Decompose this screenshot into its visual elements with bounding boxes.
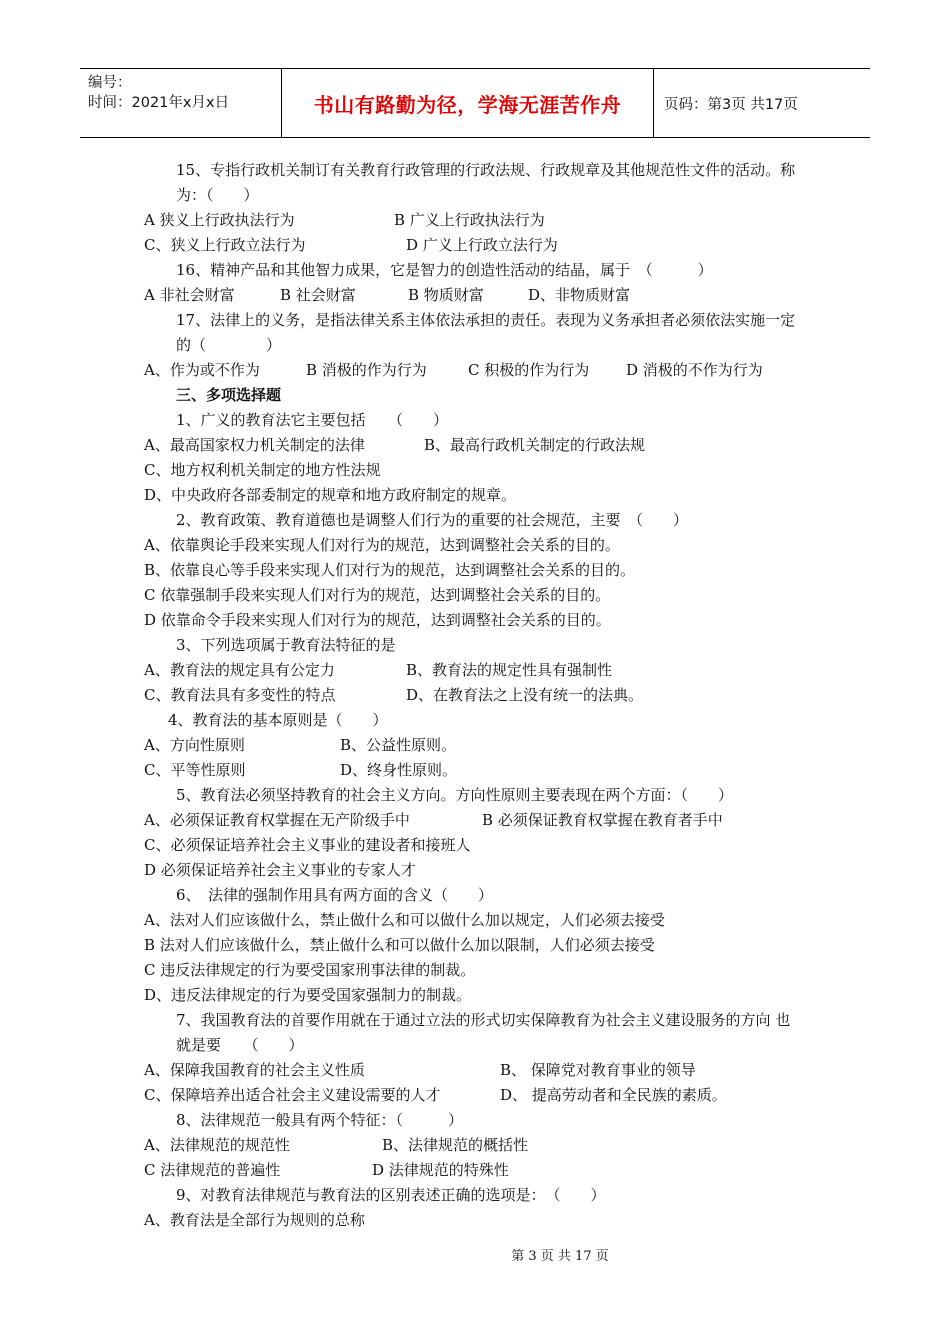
text-line: D 必须保证培养社会主义事业的专家人才 [144, 861, 416, 879]
option-text: D 广义上行政立法行为 [406, 236, 558, 254]
option-text: A、作为或不作为 [144, 361, 260, 379]
option-text: B 消极的作为行为 [306, 361, 427, 379]
text-line: C 违反法律规定的行为要受国家刑事法律的制裁。 [144, 961, 476, 979]
option-text: B、法律规范的概括性 [382, 1136, 529, 1154]
option-text: D、在教育法之上没有统一的法典。 [406, 686, 644, 704]
text-line: 3、下列选项属于教育法特征的是 [176, 636, 396, 654]
option-text: B 社会财富 [280, 286, 356, 304]
text-line: D 依靠命令手段来实现人们对行为的规范，达到调整社会关系的目的。 [144, 611, 611, 629]
option-text: C、平等性原则 [144, 761, 246, 779]
page-footer: 第 3 页 共 17 页 [511, 1249, 609, 1264]
text-line: A、法对人们应该做什么，禁止做什么和可以做什么加以规定，人们必须去接受 [144, 911, 665, 929]
doc-code-label: 编号： [88, 75, 132, 91]
text-line: 15、专指行政机关制订有关教育行政管理的行政法规、行政规章及其他规范性文件的活动。称为：（ ） [176, 161, 796, 204]
text-line: 17、法律上的义务，是指法律关系主体依法承担的责任。表现为义务承担者必须依法实施一定的（ ） [176, 311, 796, 354]
text-line: 16、精神产品和其他智力成果，它是智力的创造性活动的结晶，属于 （ ） [176, 261, 713, 279]
option-text: A、方向性原则 [144, 736, 245, 754]
option-text: A、法律规范的规范性 [144, 1136, 290, 1154]
option-text: C 积极的作为行为 [468, 361, 590, 379]
option-text: D、 提高劳动者和全民族的素质。 [500, 1086, 727, 1104]
text-line: 7、我国教育法的首要作用就在于通过立法的形式切实保障教育为社会主义建设服务的方向 也就是要 （ ） [176, 1011, 791, 1054]
options-line [144, 683, 804, 708]
option-text: C、保障培养出适合社会主义建设需要的人才 [144, 1086, 441, 1104]
header-meta [80, 69, 282, 137]
text-line: 1、广义的教育法它主要包括 （ ） [176, 411, 449, 429]
page-header [80, 68, 870, 138]
options-line [144, 1133, 804, 1158]
options-line [144, 758, 804, 783]
text-line: D、中央政府各部委制定的规章和地方政府制定的规章。 [144, 486, 517, 504]
option-text: D、非物质财富 [528, 286, 631, 304]
option-text: B 广义上行政执法行为 [394, 211, 545, 229]
option-text: D、终身性原则。 [340, 761, 458, 779]
text-line: D、违反法律规定的行为要受国家强制力的制裁。 [144, 986, 472, 1004]
text-line: B、依靠良心等手段来实现人们对行为的规范，达到调整社会关系的目的。 [144, 561, 636, 579]
options-line [144, 283, 804, 308]
option-text: D 消极的不作为行为 [626, 361, 763, 379]
document-body [144, 158, 804, 1233]
options-line [144, 1083, 804, 1108]
text-line: C、必须保证培养社会主义事业的建设者和接班人 [144, 836, 471, 854]
option-text: B 必须保证教育权掌握在教育者手中 [482, 811, 723, 829]
option-text: B 物质财富 [408, 286, 484, 304]
header-page-info: 页码：第3页 共17页 [664, 96, 798, 113]
option-text: B、公益性原则。 [340, 736, 457, 754]
text-line: A、依靠舆论手段来实现人们对行为的规范，达到调整社会关系的目的。 [144, 536, 620, 554]
option-text: A、最高国家权力机关制定的法律 [144, 436, 365, 454]
text-line: 2、教育政策、教育道德也是调整人们行为的重要的社会规范，主要 （ ） [176, 511, 689, 529]
text-line: 三、多项选择题 [176, 386, 282, 404]
text-line: 8、法律规范一般具有两个特征：（ ） [176, 1111, 464, 1129]
header-motto: 书山有路勤为径，学海无涯苦作舟 [282, 69, 654, 137]
options-line [144, 808, 804, 833]
option-text: A、保障我国教育的社会主义性质 [144, 1061, 365, 1079]
options-line [144, 1058, 804, 1083]
option-text: C、教育法具有多变性的特点 [144, 686, 336, 704]
options-line [144, 358, 804, 383]
text-line: 9、对教育法律规范与教育法的区别表述正确的选项是： （ ） [176, 1186, 606, 1204]
text-line: C 依靠强制手段来实现人们对行为的规范，达到调整社会关系的目的。 [144, 586, 611, 604]
text-line: C、地方权利机关制定的地方性法规 [144, 461, 381, 479]
options-line [144, 733, 804, 758]
options-line [144, 1158, 804, 1183]
option-text: A 非社会财富 [144, 286, 235, 304]
text-line: 6、 法律的强制作用具有两方面的含义（ ） [176, 886, 494, 904]
options-line [144, 433, 804, 458]
option-text: A、必须保证教育权掌握在无产阶级手中 [144, 811, 410, 829]
option-text: A 狭义上行政执法行为 [144, 211, 295, 229]
text-line: 5、教育法必须坚持教育的社会主义方向。方向性原则主要表现在两个方面：（ ） [176, 786, 734, 804]
option-text: C 法律规范的普遍性 [144, 1161, 281, 1179]
options-line [144, 208, 804, 233]
text-line: B 法对人们应该做什么，禁止做什么和可以做什么加以限制，人们必须去接受 [144, 936, 655, 954]
text-line: A、教育法是全部行为规则的总称 [144, 1211, 365, 1229]
text-line: 4、教育法的基本原则是（ ） [168, 711, 388, 729]
option-text: A、教育法的规定具有公定力 [144, 661, 335, 679]
option-text: B、教育法的规定性具有强制性 [406, 661, 613, 679]
options-line [144, 233, 804, 258]
option-text: B、最高行政机关制定的行政法规 [424, 436, 646, 454]
option-text: B、 保障党对教育事业的领导 [500, 1061, 696, 1079]
option-text: C、狭义上行政立法行为 [144, 236, 306, 254]
doc-date: 时间：2021年x月x日 [88, 95, 230, 111]
options-line [144, 658, 804, 683]
option-text: D 法律规范的特殊性 [372, 1161, 509, 1179]
